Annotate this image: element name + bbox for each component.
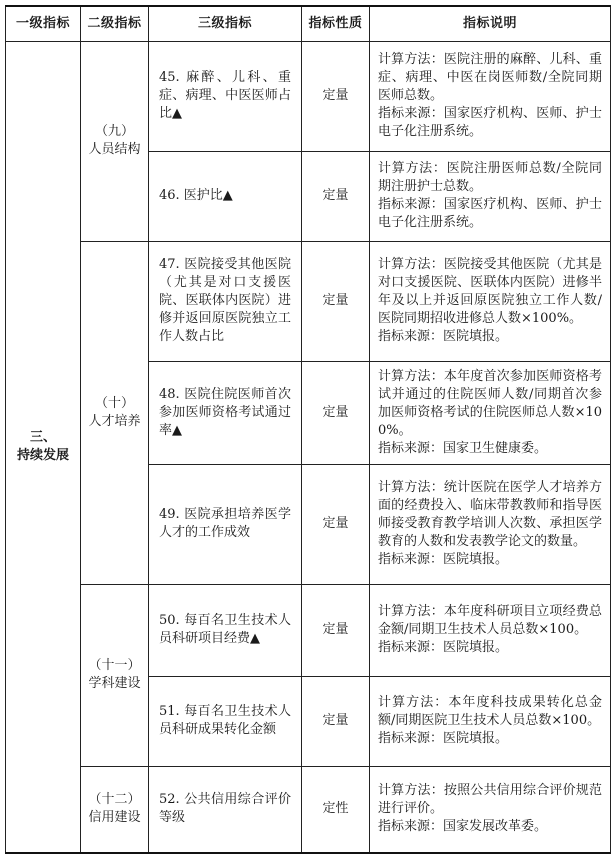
- description-cell: [370, 584, 611, 676]
- method-text: 计算方法：本年度科研项目立项经费总金额/同期卫生技术人员总数×100。: [378, 604, 602, 637]
- table-row: [6, 41, 611, 151]
- indicator-text: 50. 每百名卫生技术人员科研项目经费▲: [149, 584, 302, 676]
- header-level3: 三级指标: [149, 6, 302, 41]
- nature-text: 定量: [302, 41, 370, 151]
- header-row: [6, 6, 611, 41]
- method-text: 计算方法：医院接受其他医院（尤其是对口支援医院、医联体内医院）进修半年及以上并返回原医院独立工作人数/医院同期招收进修总人数×100%。: [378, 257, 602, 326]
- header-level2: 二级指标: [81, 6, 149, 41]
- source-text: 指标来源：医院填报。: [378, 552, 509, 567]
- method-text: 计算方法：医院注册的麻醉、儿科、重症、病理、中医在岗医师数/全院同期医师总数。: [378, 52, 602, 103]
- description-cell: [370, 766, 611, 853]
- description-cell: [370, 241, 611, 361]
- nature-text: 定量: [302, 361, 370, 464]
- level1-name: 持续发展: [16, 447, 69, 463]
- source-text: 指标来源：国家卫生健康委。: [378, 440, 548, 456]
- description-cell: [370, 361, 611, 464]
- level2-number: （十一）: [88, 658, 141, 673]
- level2-cell: [81, 241, 149, 584]
- table-row: [6, 584, 611, 676]
- indicator-text: 52. 公共信用综合评价等级: [149, 766, 302, 853]
- indicator-text: 46. 医护比▲: [149, 151, 302, 241]
- source-text: 指标来源：国家发展改革委。: [378, 819, 548, 835]
- nature-text: 定性: [302, 766, 370, 853]
- method-text: 计算方法：医院注册医师总数/全院同期注册护士总数。: [378, 161, 602, 194]
- level2-name: 学科建设: [88, 676, 141, 691]
- level2-name: 人员结构: [88, 142, 141, 157]
- nature-text: 定量: [302, 584, 370, 676]
- method-text: 计算方法：本年度科技成果转化总金额/同期医院卫生技术人员总数×100。: [378, 695, 602, 728]
- method-text: 计算方法：统计医院在医学人才培养方面的经费投入、临床带教教师和指导医师接受教育教学培训人次数、承担医学教育的人数和发表教学论文的数量。: [378, 480, 602, 549]
- header-description: 指标说明: [370, 6, 611, 41]
- nature-text: 定量: [302, 464, 370, 584]
- level2-cell: [81, 766, 149, 853]
- level1-number: 三、: [29, 429, 56, 445]
- source-text: 指标来源：医院填报。: [378, 329, 509, 344]
- description-cell: [370, 41, 611, 151]
- description-cell: [370, 464, 611, 584]
- nature-text: 定量: [302, 241, 370, 361]
- source-text: 指标来源：医院填报。: [378, 640, 509, 655]
- indicator-table: [5, 5, 611, 854]
- nature-text: 定量: [302, 676, 370, 766]
- level2-number: （十二）: [88, 792, 141, 808]
- level2-cell: [81, 584, 149, 766]
- indicator-text: 48. 医院住院医师首次参加医师资格考试通过率▲: [149, 361, 302, 464]
- indicator-text: 49. 医院承担培养医学人才的工作成效: [149, 464, 302, 584]
- level2-name: 人才培养: [88, 413, 141, 429]
- level2-name: 信用建设: [88, 810, 141, 826]
- header-level1: 一级指标: [6, 6, 81, 41]
- header-nature: 指标性质: [302, 6, 370, 41]
- level2-number: （十）: [94, 395, 134, 411]
- description-cell: [370, 151, 611, 241]
- description-cell: [370, 676, 611, 766]
- table-row: [6, 241, 611, 361]
- source-text: 指标来源：医院填报。: [378, 731, 509, 746]
- indicator-text: 45. 麻醉、儿科、重症、病理、中医医师占比▲: [149, 41, 302, 151]
- indicator-text: 47. 医院接受其他医院（尤其是对口支援医院、医联体内医院）进修并返回原医院独立工作人数占比: [149, 241, 302, 361]
- method-text: 计算方法：本年度首次参加医师资格考试并通过的住院医师人数/同期首次参加医师资格考试的住院医师总人数×100%。: [378, 368, 602, 438]
- source-text: 指标来源：国家医疗机构、医师、护士电子化注册系统。: [378, 106, 602, 139]
- level2-cell: [81, 41, 149, 241]
- table-row: [6, 766, 611, 853]
- source-text: 指标来源：国家医疗机构、医师、护士电子化注册系统。: [378, 197, 602, 230]
- level2-number: （九）: [94, 124, 134, 139]
- method-text: 计算方法：按照公共信用综合评价规范进行评价。: [378, 783, 602, 817]
- nature-text: 定量: [302, 151, 370, 241]
- indicator-text: 51. 每百名卫生技术人员科研成果转化金额: [149, 676, 302, 766]
- level1-cell: [6, 41, 81, 853]
